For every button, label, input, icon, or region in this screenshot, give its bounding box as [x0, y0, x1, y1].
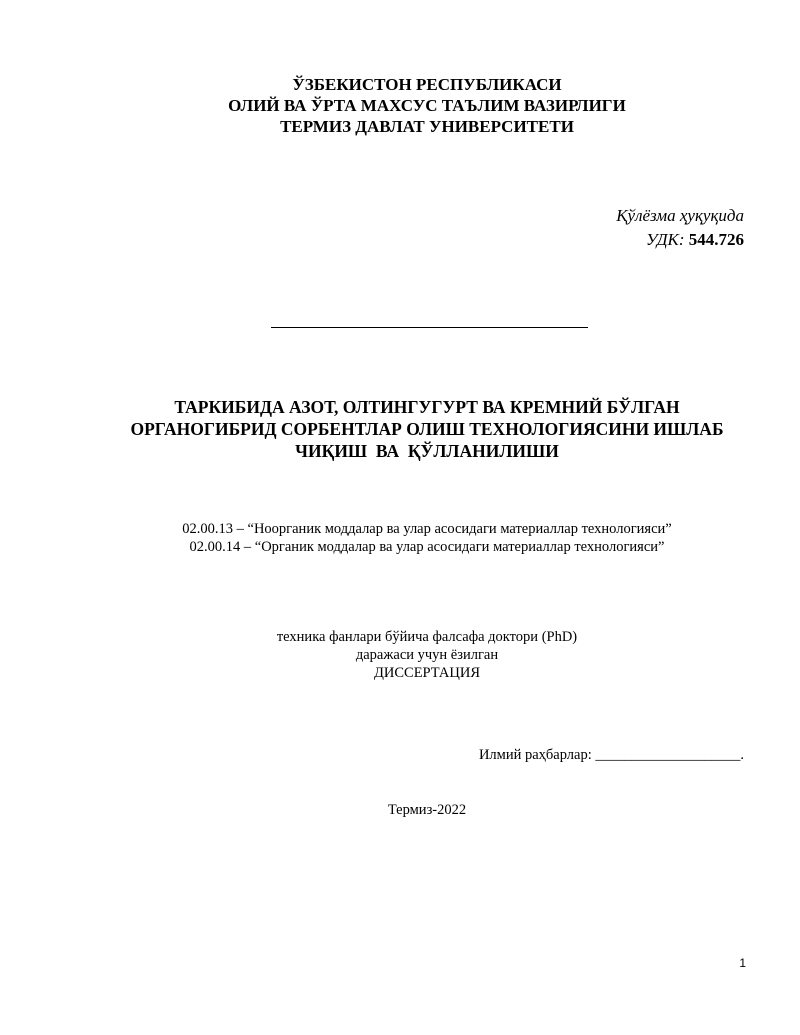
manuscript-rights: Қўлёзма ҳуқуқида [616, 206, 744, 225]
degree-block [0, 628, 800, 682]
header-country: ЎЗБЕКИСТОН РЕСПУБЛИКАСИ [292, 75, 562, 94]
title-line-3: ЧИҚИШ ВА ҚЎЛЛАНИЛИШИ [295, 441, 559, 461]
udc-label: УДК: [645, 230, 685, 249]
title-line-1: ТАРКИБИДА АЗОТ, ОЛТИНГУГУРТ ВА КРЕМНИЙ БЎЛГАН [174, 397, 680, 417]
author-name-line [271, 327, 588, 328]
degree-line-1: техника фанлари бўйича фалсафа доктори (PhD) [276, 629, 578, 645]
supervisors-blank: ____________________. [595, 747, 744, 763]
city-year: Термиз-2022 [387, 802, 467, 818]
specialty-line: 02.00.13 – “Ноорганик моддалар ва улар асосидаги материаллар технологияси” [182, 521, 672, 537]
specialties-block [0, 520, 800, 556]
udc-line [616, 228, 744, 252]
institution-header [0, 74, 800, 137]
manuscript-rights-block [616, 204, 744, 252]
degree-line-2: даражаси учун ёзилган [355, 647, 499, 663]
header-university: ТЕРМИЗ ДАВЛАТ УНИВЕРСИТЕТИ [280, 117, 574, 136]
specialty-line: 02.00.14 – “Органик моддалар ва улар асосидаги материаллар технологияси” [189, 539, 665, 555]
dissertation-title [0, 396, 800, 462]
supervisors-label: Илмий раҳбарлар: [478, 747, 592, 763]
title-line-2: ОРГАНОГИБРИД СОРБЕНТЛАР ОЛИШ ТЕХНОЛОГИЯСИНИ ИШЛАБ [130, 419, 724, 439]
dissertation-label: ДИССЕРТАЦИЯ [373, 665, 481, 681]
header-ministry: ОЛИЙ ВА ЎРТА МАХСУС ТАЪЛИМ ВАЗИРЛИГИ [228, 96, 626, 115]
page-number: 1 [739, 956, 746, 970]
supervisors-line [479, 746, 744, 764]
udc-value: 544.726 [688, 230, 744, 249]
